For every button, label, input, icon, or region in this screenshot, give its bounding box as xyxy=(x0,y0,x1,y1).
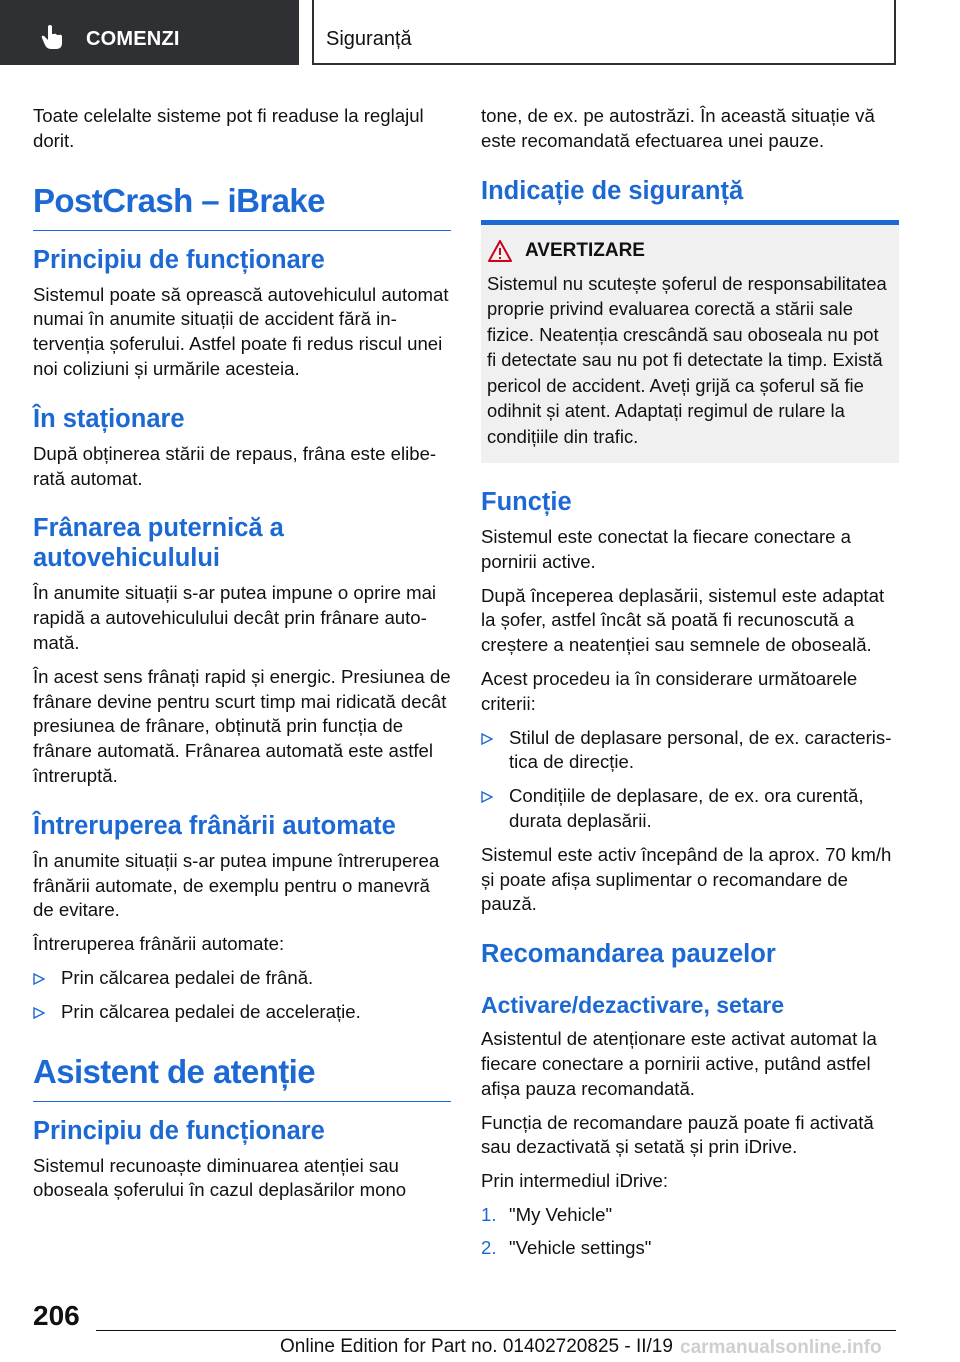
step-item xyxy=(481,1236,899,1261)
activation-text-3: Prin intermediul iDrive: xyxy=(481,1170,669,1192)
list-item-text: Prin călcarea pedalei de frână. xyxy=(61,966,314,988)
tab-commands[interactable] xyxy=(0,0,299,65)
warning-header xyxy=(487,239,891,263)
function-text-3: Acest procedeu ia în considerare următoarele criterii: xyxy=(481,668,858,714)
warning-title: AVERTIZARE xyxy=(525,239,645,261)
heading-stationary: În staționare xyxy=(33,404,185,433)
interrupt-list xyxy=(33,966,451,1025)
continued-text: tone, de ex. pe autostrăzi. În această situație vă este recomandată efectuarea unei pauze. xyxy=(481,105,875,151)
left-column xyxy=(33,104,451,1212)
triangle-bullet-icon xyxy=(33,973,45,985)
list-item xyxy=(33,1000,451,1025)
intro-text: Toate celelalte sisteme pot fi readuse la reglajul dorit. xyxy=(33,105,424,151)
list-item-text: Condițiile de deplasare, de ex. ora curentă, durata deplasării. xyxy=(509,785,864,832)
strong-braking-text-2: În acest sens frânați rapid și energic. Presiunea de frânare devine pentru scurt timp mai ridicată decât presiunea de frânare, obținută prin funcția de frânare automată. Frânarea automată este astfel întreruptă. xyxy=(33,665,451,786)
heading-safety-note: Indicație de siguranță xyxy=(481,176,744,205)
step-number: 2. xyxy=(481,1236,497,1258)
section-title: Siguranță xyxy=(326,28,412,50)
step-text: "My Vehicle" xyxy=(509,1204,613,1226)
step-number: 1. xyxy=(481,1204,497,1226)
principle-2-text: Sistemul recunoaște diminuarea atenției sau oboseala șoferului în cazul deplasărilor mono xyxy=(33,1154,407,1201)
list-item xyxy=(33,966,451,991)
principle-text: Sistemul poate să oprească autovehiculul automat numai în anumite situații de accident fără intervenția șoferului. Astfel poate fi redus riscul unei noi coliziuni și urmările acesteia. xyxy=(33,283,449,379)
heading-principle-2: Principiu de funcționare xyxy=(33,1116,325,1145)
heading-break-recommendation: Recomandarea pauzelor xyxy=(481,940,776,969)
heading-principle: Principiu de funcționare xyxy=(33,245,325,274)
triangle-bullet-icon xyxy=(481,733,493,745)
list-item xyxy=(481,784,899,834)
heading-function: Funcție xyxy=(481,488,572,517)
heading-postcrash: PostCrash – iBrake xyxy=(33,182,451,231)
interrupt-text-1: În anumite situații s-ar putea impune întreruperea frânării automate, de exemplu pentru o manevră de evitare. xyxy=(33,849,440,921)
triangle-bullet-icon xyxy=(33,1007,45,1019)
heading-strong-braking: Frânarea puternică a autovehiculului xyxy=(33,514,284,573)
page-number: 206 xyxy=(33,1300,80,1331)
function-text-2: După începerea deplasării, sistemul este adaptat la șofer, astfel încât să poată fi recunoscută a creștere a neatenției sau semnele de oboseală. xyxy=(481,584,885,656)
heading-activation: Activare/dezactivare, setare xyxy=(481,992,785,1019)
warning-triangle-icon xyxy=(487,239,513,263)
section-tab xyxy=(312,0,896,65)
criteria-list xyxy=(481,726,899,834)
tab-commands-label: COMENZI xyxy=(86,28,180,50)
list-item-text: Prin călcarea pedalei de accelerație. xyxy=(61,1000,361,1022)
warning-text: Sistemul nu scutește șoferul de responsabilitatea proprie privind evaluarea corectă a stării sale fizice. Neatenția crescândă sau oboseala nu pot fi detectate sau nu pot fi detectate la timp. Există pericol de accident. Aveți grijă ca șoferul să fie odihnit și atent. Adaptați regimul de rulare la condițiile din trafic. xyxy=(487,272,887,447)
activation-text-2: Funcția de recomandare pauză poate fi activată sau dezactivată și setată și prin iDrive. xyxy=(481,1111,874,1158)
function-text-4: Sistemul este activ începând de la aprox. 70 km/h și poate afișa suplimentar o recomandare de pauză. xyxy=(481,843,892,915)
activation-text-1: Asistentul de atenționare este activat automat la fiecare conectare a pornirii active, putând astfel afișa pauza recomandată. xyxy=(481,1028,877,1099)
list-item xyxy=(481,726,899,776)
right-column xyxy=(481,104,899,1269)
step-text: "Vehicle settings" xyxy=(509,1236,652,1258)
stationary-text: După obținerea stării de repaus, frâna este eliberată automat. xyxy=(33,442,437,489)
hand-pointer-icon xyxy=(40,24,66,50)
heading-interrupt: Întreruperea frânării automate xyxy=(33,811,396,840)
interrupt-text-2: Întreruperea frânării automate: xyxy=(33,933,285,955)
triangle-bullet-icon xyxy=(481,791,493,803)
warning-box xyxy=(481,220,899,464)
strong-braking-text-1: În anumite situații s-ar putea impune o oprire mai rapidă a autovehiculului decât prin frânare automată. xyxy=(33,582,437,653)
function-text-1: Sistemul este conectat la fiecare conectare a pornirii active. xyxy=(481,526,852,572)
watermark: carmanualsonline.info xyxy=(680,1337,882,1358)
footer-divider xyxy=(96,1330,896,1331)
step-item xyxy=(481,1203,899,1228)
heading-attention-assistant: Asistent de atenție xyxy=(33,1053,451,1102)
edition-text: Online Edition for Part no. 01402720825 - II/19 xyxy=(280,1336,673,1357)
steps-list xyxy=(481,1203,899,1261)
list-item-text: Stilul de deplasare personal, de ex. caracteristica de direcție. xyxy=(509,726,892,773)
